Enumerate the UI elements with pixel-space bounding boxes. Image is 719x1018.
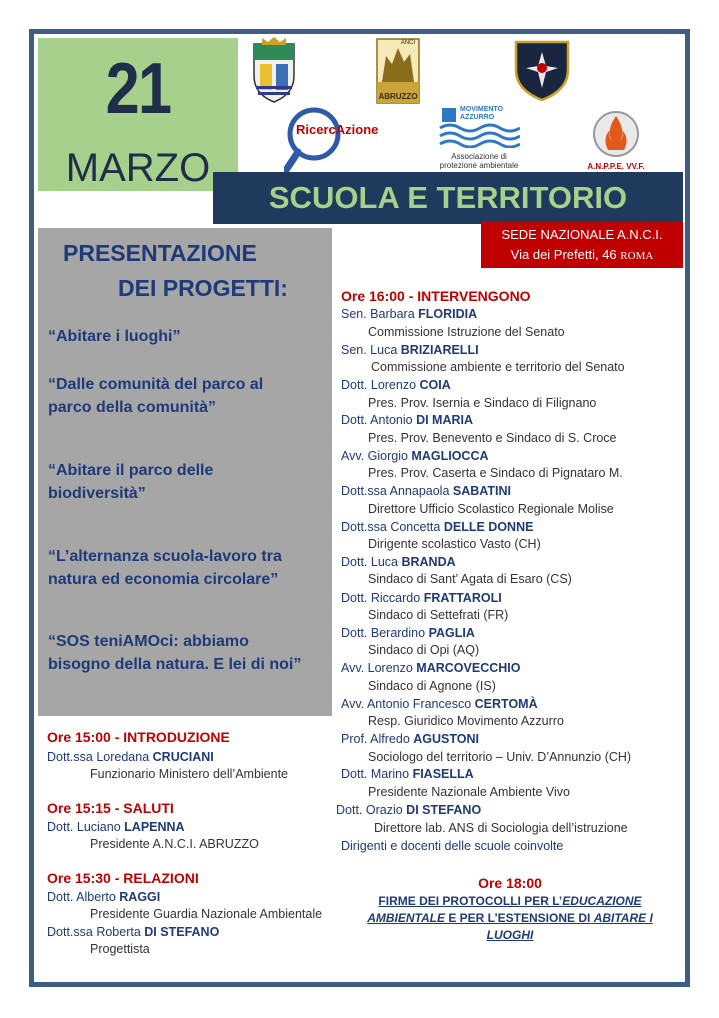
- presentation-title-2: DEI PROGETTI:: [118, 275, 288, 301]
- speaker-name: Prof. Alfredo AGUSTONI: [341, 732, 480, 746]
- speaker-role: Commissione Istruzione del Senato: [368, 325, 565, 339]
- venue-city: ROMA: [620, 250, 654, 262]
- project-line: “Dalle comunità del parco al: [48, 376, 264, 393]
- project-item: [48, 325, 333, 348]
- project-line: biodiversità”: [48, 485, 146, 502]
- speaker-name: Sen. Luca BRIZIARELLI: [341, 343, 479, 357]
- speaker-role: Funzionario Ministero dell’Ambiente: [90, 767, 289, 781]
- speaker-role: Presidente Nazionale Ambiente Vivo: [368, 785, 570, 799]
- speaker-role: Presidente A.N.C.I. ABRUZZO: [90, 837, 259, 851]
- speaker-name: Dott. Orazio DI STEFANO: [336, 803, 482, 817]
- speaker-name: Dott. Marino FIASELLA: [341, 767, 474, 781]
- speaker-role: Direttore lab. ANS di Sociologia dell’istruzione: [374, 821, 628, 835]
- venue-box: [481, 221, 683, 268]
- speaker-name: Avv. Giorgio MAGLIOCCA: [341, 449, 489, 463]
- venue-address-line: [481, 247, 683, 262]
- speaker-role: Resp. Giuridico Movimento Azzurro: [368, 714, 564, 728]
- speaker-name: Avv. Lorenzo MARCOVECCHIO: [341, 661, 521, 675]
- event-day: 21: [105, 49, 171, 129]
- speaker-role: Sociologo del territorio – Univ. D’Annunzio (CH): [368, 750, 632, 764]
- closing-note: Dirigenti e docenti delle scuole coinvolte: [341, 839, 564, 853]
- speaker-name: Avv. Antonio Francesco CERTOMÀ: [341, 697, 538, 711]
- speaker-role: Commissione ambiente e territorio del Senato: [371, 360, 625, 374]
- firme-part: LUOGHI: [486, 928, 534, 942]
- project-line: “L’alternanza scuola-lavoro tra: [48, 548, 282, 565]
- speaker-role: Sindaco di Opi (AQ): [368, 643, 480, 657]
- project-item: [48, 373, 333, 419]
- speaker-role: Pres. Prov. Isernia e Sindaco di Filignano: [368, 396, 597, 410]
- firme-part: E PER L’ESTENSIONE DI: [444, 911, 594, 925]
- speaker-role: Sindaco di Settefrati (FR): [368, 608, 509, 622]
- speaker-role: Sindaco di Agnone (IS): [368, 679, 496, 693]
- movimento-text-1: MOVIMENTO: [460, 106, 504, 113]
- movimento-caption-2: protezione ambientale: [439, 161, 519, 170]
- event-month: MARZO: [65, 146, 211, 190]
- intervengono-heading: Ore 16:00 - INTERVENGONO: [341, 288, 531, 304]
- project-line: natura ed economia circolare”: [48, 571, 279, 588]
- anci-logo-top-text: ANCI: [400, 40, 416, 46]
- project-line: “SOS teniAMOci: abbiamo: [48, 633, 249, 650]
- firme-part: ABITARE I: [593, 911, 653, 925]
- saluti-heading: Ore 15:15 - SALUTI: [47, 800, 174, 816]
- project-item: [48, 459, 333, 505]
- intro-heading: Ore 15:00 - INTRODUZIONE: [47, 729, 230, 745]
- project-item: [48, 545, 333, 591]
- speaker-name: Dott. Lorenzo COIA: [341, 378, 451, 392]
- movimento-azzurro-logo: [438, 106, 520, 172]
- relazioni-heading: Ore 15:30 - RELAZIONI: [47, 870, 199, 886]
- guardia-nazionale-ambientale-badge-icon: [512, 36, 572, 102]
- ricercazione-logo: [284, 104, 394, 176]
- speaker-name: Dott. Antonio DI MARIA: [341, 413, 474, 427]
- speaker-name: Dott.ssa Annapaola SABATINI: [341, 484, 512, 498]
- project-line: “Abitare il parco delle: [48, 462, 214, 479]
- speaker-name: Dott. Berardino PAGLIA: [341, 626, 475, 640]
- region-crest-logo: [246, 36, 302, 106]
- anppe-caption: A.N.P.P.E. VV.F.: [587, 162, 645, 171]
- venue-address: Via dei Prefetti, 46: [510, 247, 617, 262]
- speaker-name: Dott. Riccardo FRATTAROLI: [341, 591, 502, 605]
- project-line: “Abitare i luoghi”: [48, 328, 181, 345]
- project-line: bisogno della natura. E lei di noi”: [48, 656, 302, 673]
- firme-text: [360, 893, 660, 944]
- firme-part: EDUCAZIONE: [562, 894, 642, 908]
- speaker-role: Dirigente scolastico Vasto (CH): [368, 537, 541, 551]
- project-item: [48, 630, 348, 676]
- speaker-name: Dott.ssa Concetta DELLE DONNE: [341, 520, 534, 534]
- project-line: parco della comunità”: [48, 399, 217, 416]
- speaker-role: Presidente Guardia Nazionale Ambientale: [90, 907, 323, 921]
- firme-heading: Ore 18:00: [478, 875, 542, 891]
- movimento-text-2: AZZURRO: [460, 114, 495, 121]
- speaker-name: Dott. Luciano LAPENNA: [47, 820, 185, 834]
- venue-name: SEDE NAZIONALE A.N.C.I.: [501, 227, 663, 242]
- firme-part: FIRME DEI PROTOCOLLI PER L’: [378, 894, 563, 908]
- speaker-role: Progettista: [90, 942, 150, 956]
- ricercazione-text: RicercAzione: [296, 122, 379, 137]
- speaker-name: Dott. Luca BRANDA: [341, 555, 456, 569]
- speaker-role: Pres. Prov. Caserta e Sindaco di Pignataro M.: [368, 466, 623, 480]
- speaker-name: Dott.ssa Loredana CRUCIANI: [47, 750, 214, 764]
- anci-logo-text: ABRUZZO: [378, 92, 418, 101]
- speaker-name: Dott.ssa Roberta DI STEFANO: [47, 925, 220, 939]
- firme-part: AMBIENTALE: [367, 911, 445, 925]
- movimento-caption-1: Associazione di: [451, 152, 507, 161]
- anppe-vvf-logo: [578, 108, 654, 174]
- speaker-name: Dott. Alberto RAGGI: [47, 890, 161, 904]
- speaker-role: Sindaco di Sant’ Agata di Esaro (CS): [368, 572, 572, 586]
- speaker-role: Direttore Ufficio Scolastico Regionale Molise: [368, 502, 614, 516]
- event-title: SCUOLA E TERRITORIO: [268, 180, 628, 215]
- speaker-role: Pres. Prov. Benevento e Sindaco di S. Croce: [368, 431, 617, 445]
- presentation-title-1: PRESENTAZIONE: [63, 240, 257, 266]
- anci-abruzzo-logo: [376, 38, 420, 104]
- speaker-name: Sen. Barbara FLORIDIA: [341, 307, 478, 321]
